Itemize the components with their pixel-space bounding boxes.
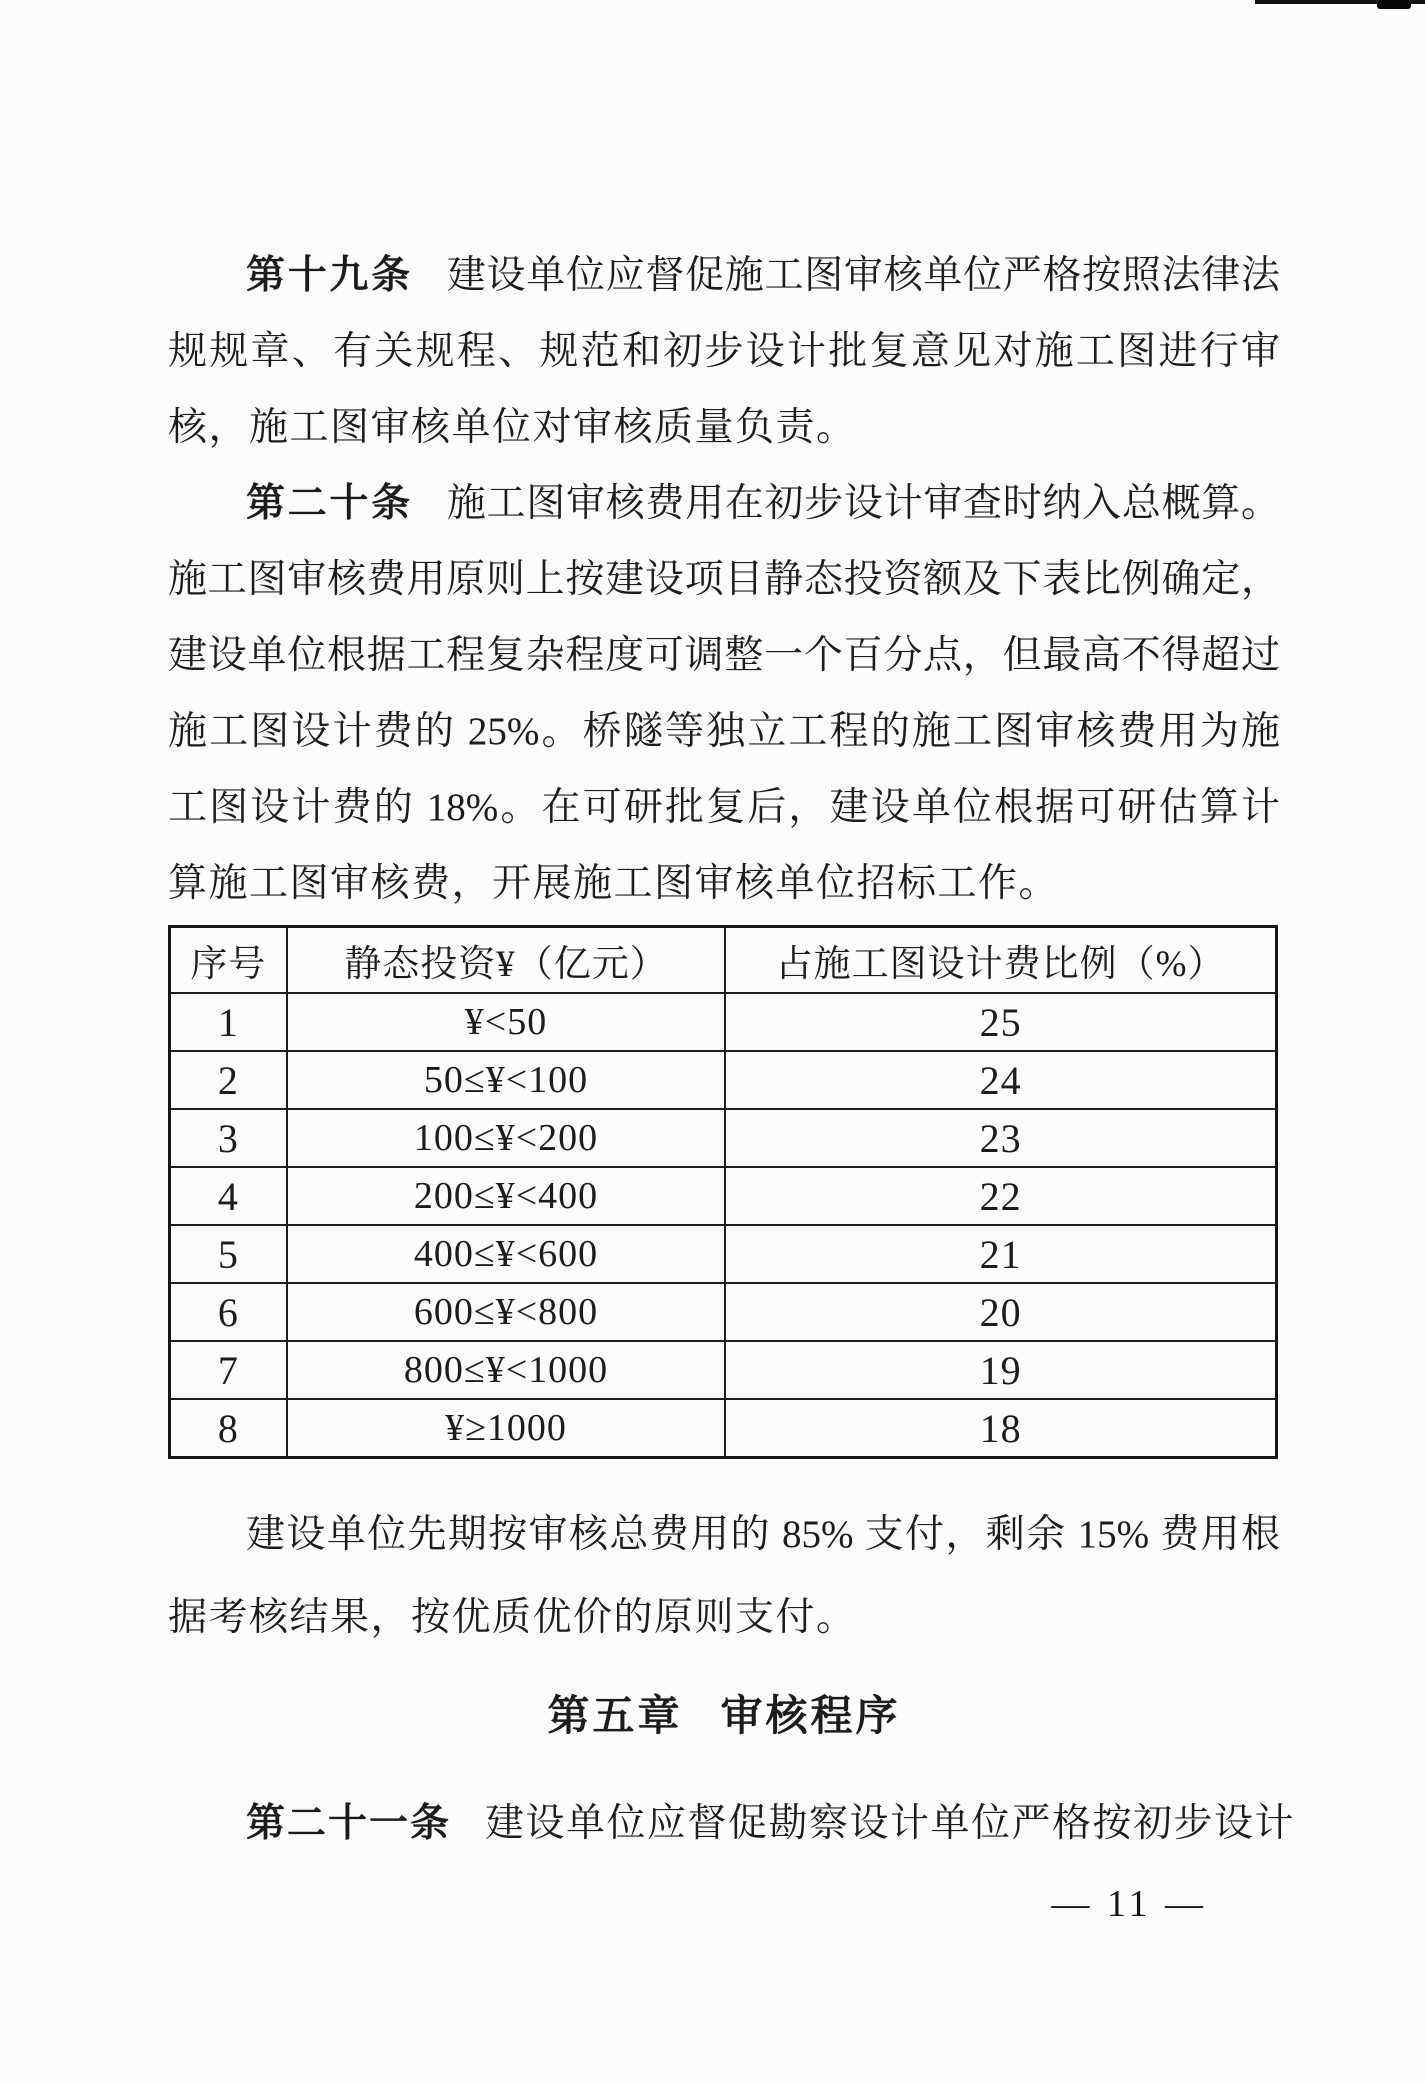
table-cell-index: 8 [170, 1399, 287, 1458]
body-text: 据考核结果，按优质优价的原则支付。 [168, 1596, 857, 1639]
table-cell-range: 600≤¥<800 [287, 1283, 725, 1341]
payment-line-1 [168, 1493, 1280, 1576]
table-cell-index: 4 [170, 1167, 287, 1225]
table-header-cell: 静态投资¥（亿元） [287, 927, 725, 994]
table-cell-index: 5 [170, 1225, 287, 1283]
payment-line-2 [168, 1576, 1280, 1659]
body-text: 建设单位先期按审核总费用的 85% 支付，剩余 15% 费用根 [246, 1513, 1280, 1556]
table-cell-ratio: 18 [725, 1399, 1276, 1458]
table-cell-range: 50≤¥<100 [287, 1051, 725, 1109]
table-row [170, 1051, 1277, 1109]
payment-paragraph [168, 1493, 1280, 1659]
table-cell-ratio: 20 [725, 1283, 1276, 1341]
body-text: 施工图审核费用在初步设计审查时纳入总概算。 [446, 482, 1280, 525]
article-19-line-1 [168, 238, 1280, 314]
article-20-line-2 [168, 542, 1280, 618]
body-text: 施工图设计费的 25%。桥隧等独立工程的施工图审核费用为施 [168, 710, 1280, 753]
table-row [170, 993, 1277, 1051]
table-row [170, 1283, 1277, 1341]
table-cell-ratio: 21 [725, 1225, 1276, 1283]
article-19-line-3 [168, 390, 1280, 466]
chapter-heading [168, 1686, 1280, 1746]
table-row [170, 1341, 1277, 1399]
article-20-line-5 [168, 770, 1280, 846]
body-text: 建设单位应督促施工图审核单位严格按照法律法 [446, 254, 1280, 297]
article-20-number: 第二十条 [246, 482, 413, 525]
table-row [170, 1167, 1277, 1225]
table-header-row [170, 927, 1277, 994]
article-20-line-3 [168, 618, 1280, 694]
table-cell-index: 7 [170, 1341, 287, 1399]
table-cell-index: 6 [170, 1283, 287, 1341]
table-row [170, 1225, 1277, 1283]
body-text: 核，施工图审核单位对审核质量负责。 [168, 406, 857, 449]
chapter-title: 审核程序 [720, 1692, 901, 1739]
table-cell-range: ¥≥1000 [287, 1399, 725, 1458]
table-cell-index: 1 [170, 993, 287, 1051]
table-row [170, 1399, 1277, 1458]
body-text: 建设单位根据工程复杂程度可调整一个百分点，但最高不得超过 [168, 634, 1280, 677]
table-cell-ratio: 23 [725, 1109, 1276, 1167]
table-cell-ratio: 25 [725, 993, 1276, 1051]
body-text: 规规章、有关规程、规范和初步设计批复意见对施工图进行审 [168, 330, 1280, 373]
article-19-number: 第十九条 [246, 254, 413, 297]
body-text: 建设单位应督促勘察设计单位严格按初步设计 [485, 1802, 1296, 1845]
table-row [170, 1109, 1277, 1167]
table-header-cell: 占施工图设计费比例（%） [725, 927, 1276, 994]
article-20-line-4 [168, 694, 1280, 770]
table-cell-ratio: 19 [725, 1341, 1276, 1399]
article-text-block [168, 238, 1280, 922]
table-cell-range: 200≤¥<400 [287, 1167, 725, 1225]
table-cell-range: ¥<50 [287, 993, 725, 1051]
body-text: 算施工图审核费，开展施工图审核单位招标工作。 [168, 862, 1060, 905]
page-number: — 11 — [1051, 1883, 1207, 1925]
scan-artifact-blob [1377, 0, 1411, 9]
article-21-block [168, 1786, 1296, 1862]
body-text: 工图设计费的 18%。在可研批复后，建设单位根据可研估算计 [168, 786, 1280, 829]
table-cell-index: 2 [170, 1051, 287, 1109]
table-cell-range: 800≤¥<1000 [287, 1341, 725, 1399]
article-20-line-6 [168, 846, 1280, 922]
article-20-line-1 [168, 466, 1280, 542]
fee-ratio-table [168, 925, 1278, 1459]
chapter-number: 第五章 [547, 1692, 683, 1739]
article-21-number: 第二十一条 [246, 1802, 452, 1845]
table-cell-range: 100≤¥<200 [287, 1109, 725, 1167]
table-cell-range: 400≤¥<600 [287, 1225, 725, 1283]
table-cell-ratio: 22 [725, 1167, 1276, 1225]
table-cell-ratio: 24 [725, 1051, 1276, 1109]
table-header-cell: 序号 [170, 927, 287, 994]
article-21-line-1 [168, 1786, 1296, 1862]
table-cell-index: 3 [170, 1109, 287, 1167]
body-text: 施工图审核费用原则上按建设项目静态投资额及下表比例确定， [168, 558, 1280, 601]
article-19-line-2 [168, 314, 1280, 390]
